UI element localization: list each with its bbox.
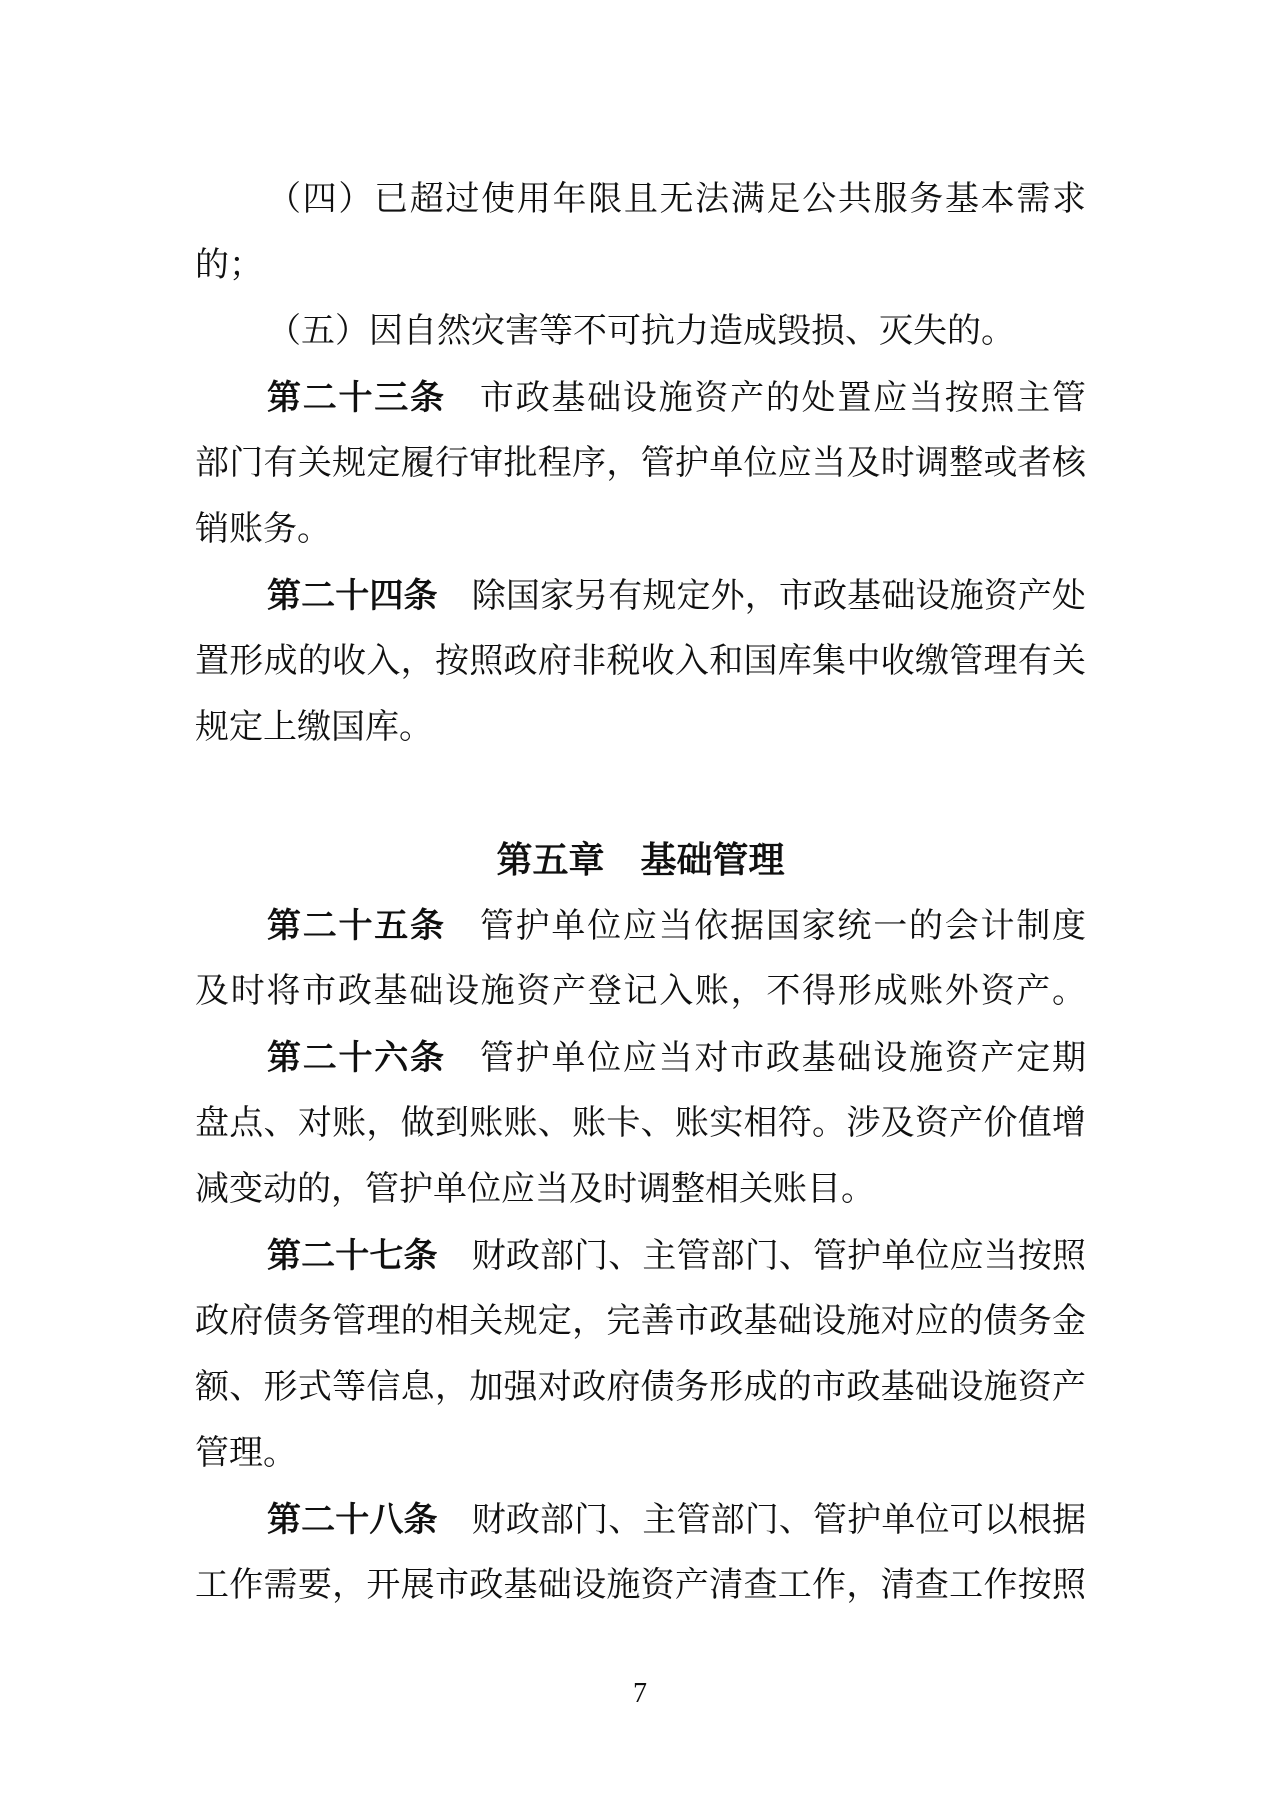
text-line	[195, 1157, 1086, 1223]
text-line	[195, 497, 1086, 563]
line-text: 管护单位应当对市政基础设施资产定期	[479, 1040, 1087, 1077]
line-text: 市政基础设施资产的处置应当按照主管	[479, 380, 1087, 417]
text-line	[195, 365, 1086, 431]
line-text: （四）已超过使用年限且无法满足公共服务基本需求	[267, 181, 1086, 218]
line-text: 销账务。	[195, 511, 331, 548]
text-line	[195, 1289, 1086, 1355]
article-number: 第二十八条	[267, 1501, 438, 1539]
line-text: 管理。	[195, 1435, 297, 1472]
article-number: 第二十三条	[267, 379, 446, 417]
article-number: 第二十四条	[267, 577, 438, 615]
text-line	[195, 563, 1086, 629]
text-line	[195, 1355, 1086, 1421]
line-text: 额、形式等信息，加强对政府债务形成的市政基础设施资产	[195, 1369, 1086, 1406]
text-line	[195, 299, 1086, 365]
document-body-text	[195, 167, 1086, 1619]
chapter-heading	[195, 827, 1086, 893]
line-text: 的；	[195, 247, 263, 284]
line-text: 政府债务管理的相关规定，完善市政基础设施对应的债务金	[195, 1303, 1086, 1340]
text-line	[195, 629, 1086, 695]
line-text: 财政部门、主管部门、管护单位应当按照	[471, 1238, 1087, 1275]
line-text: 盘点、对账，做到账账、账卡、账实相符。涉及资产价值增	[195, 1105, 1086, 1142]
line-text: （五）因自然灾害等不可抗力造成毁损、灭失的。	[267, 313, 1015, 350]
text-line	[195, 1223, 1086, 1289]
text-line	[195, 1421, 1086, 1487]
article-number: 第二十六条	[267, 1039, 446, 1077]
text-line	[195, 167, 1086, 233]
line-text: 减变动的，管护单位应当及时调整相关账目。	[195, 1171, 875, 1208]
text-line	[195, 959, 1086, 1025]
text-line	[195, 233, 1086, 299]
page-number: 7	[633, 1678, 647, 1709]
text-line	[195, 893, 1086, 959]
text-line	[195, 431, 1086, 497]
line-text: 规定上缴国库。	[195, 709, 433, 746]
text-line	[195, 695, 1086, 761]
line-text: 财政部门、主管部门、管护单位可以根据	[471, 1502, 1087, 1539]
text-line	[195, 1553, 1086, 1619]
article-number: 第二十七条	[267, 1237, 438, 1275]
article-number: 第二十五条	[267, 907, 446, 945]
text-line	[195, 1025, 1086, 1091]
text-line	[195, 1487, 1086, 1553]
line-text: 置形成的收入，按照政府非税收入和国库集中收缴管理有关	[195, 643, 1086, 680]
text-line	[195, 1091, 1086, 1157]
blank-line	[195, 761, 1086, 827]
heading-text: 第五章 基础管理	[496, 839, 785, 880]
line-text: 工作需要，开展市政基础设施资产清查工作，清查工作按照	[195, 1567, 1086, 1604]
line-text: 除国家另有规定外，市政基础设施资产处	[471, 578, 1087, 615]
line-text: 部门有关规定履行审批程序，管护单位应当及时调整或者核	[195, 445, 1086, 482]
line-text: 管护单位应当依据国家统一的会计制度	[479, 908, 1087, 945]
line-text: 及时将市政基础设施资产登记入账，不得形成账外资产。	[195, 973, 1086, 1010]
